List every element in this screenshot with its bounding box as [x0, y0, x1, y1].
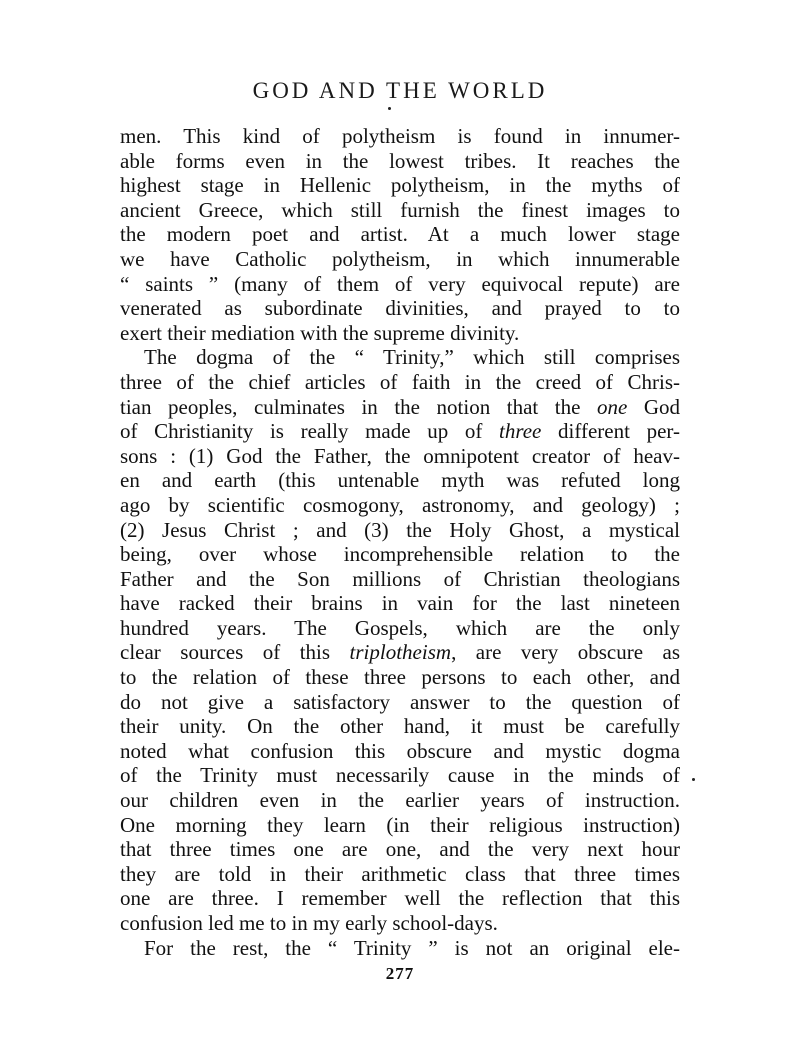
text-line: For the rest, the “ Trinity ” is not an original ele-: [144, 935, 680, 960]
emphasis: triplotheism: [349, 640, 452, 665]
text-line: of the Trinity must necessarily cause in the minds of: [120, 763, 680, 788]
text-line: hundred years. The Gospels, which are the only: [120, 615, 680, 640]
text-line: highest stage in Hellenic polytheism, in the myths of: [120, 173, 680, 198]
emphasis: one: [596, 394, 628, 419]
page-number: 277: [385, 964, 415, 983]
text-line: that three times one are one, and the very next hour: [120, 837, 680, 862]
text-line: sons : (1) God the Father, the omnipotent creator of heav-: [120, 443, 680, 468]
text-line: of Christianity is really made up of three different per-: [120, 419, 680, 444]
text-line: venerated as subordinate divinities, and prayed to to: [120, 296, 680, 321]
text-line: ago by scientific cosmogony, astronomy, and geology) ;: [120, 492, 680, 517]
body-text: [120, 124, 680, 960]
text-line: we have Catholic polytheism, in which innumerable: [120, 246, 680, 271]
text-line: (2) Jesus Christ ; and (3) the Holy Ghost, a mystical: [120, 517, 680, 542]
text-line: The dogma of the “ Trinity,” which still comprises: [144, 345, 680, 370]
text-line: One morning they learn (in their religious instruction): [120, 812, 680, 837]
ink-speck: [388, 107, 391, 110]
text-line: their unity. On the other hand, it must be carefully: [120, 714, 680, 739]
text-line: Father and the Son millions of Christian theologians: [120, 566, 680, 591]
text-line: three of the chief articles of faith in the creed of Chris-: [120, 369, 680, 394]
text-line: tian peoples, culminates in the notion that the one God: [120, 394, 680, 419]
text-line: exert their mediation with the supreme divinity.: [120, 320, 520, 345]
text-line: “ saints ” (many of them of very equivocal repute) are: [120, 271, 680, 296]
text-line: they are told in their arithmetic class that three times: [120, 861, 680, 886]
text-line: clear sources of this triplotheism, are very obscure as: [120, 640, 680, 665]
text-line: men. This kind of polytheism is found in innumer-: [120, 124, 680, 148]
text-line: our children even in the earlier years of instruction.: [120, 788, 680, 813]
text-line: being, over whose incomprehensible relation to the: [120, 542, 680, 567]
text-line: one are three. I remember well the reflection that this: [120, 886, 680, 911]
text-line: noted what confusion this obscure and mystic dogma: [120, 738, 680, 763]
text-line: do not give a satisfactory answer to the question of: [120, 689, 680, 714]
emphasis: three: [499, 419, 542, 444]
text-line: to the relation of these three persons to each other, and: [120, 665, 680, 690]
text-line: able forms even in the lowest tribes. It reaches the: [120, 148, 680, 173]
text-line: the modern poet and artist. At a much lower stage: [120, 222, 680, 247]
text-line: en and earth (this untenable myth was refuted long: [120, 468, 680, 493]
text-line: ancient Greece, which still furnish the finest images to: [120, 197, 680, 222]
running-head: GOD AND THE WORLD: [252, 78, 548, 103]
text-line: confusion led me to in my early school-days.: [120, 911, 498, 935]
ink-speck: [692, 778, 695, 781]
text-line: have racked their brains in vain for the last nineteen: [120, 591, 680, 616]
